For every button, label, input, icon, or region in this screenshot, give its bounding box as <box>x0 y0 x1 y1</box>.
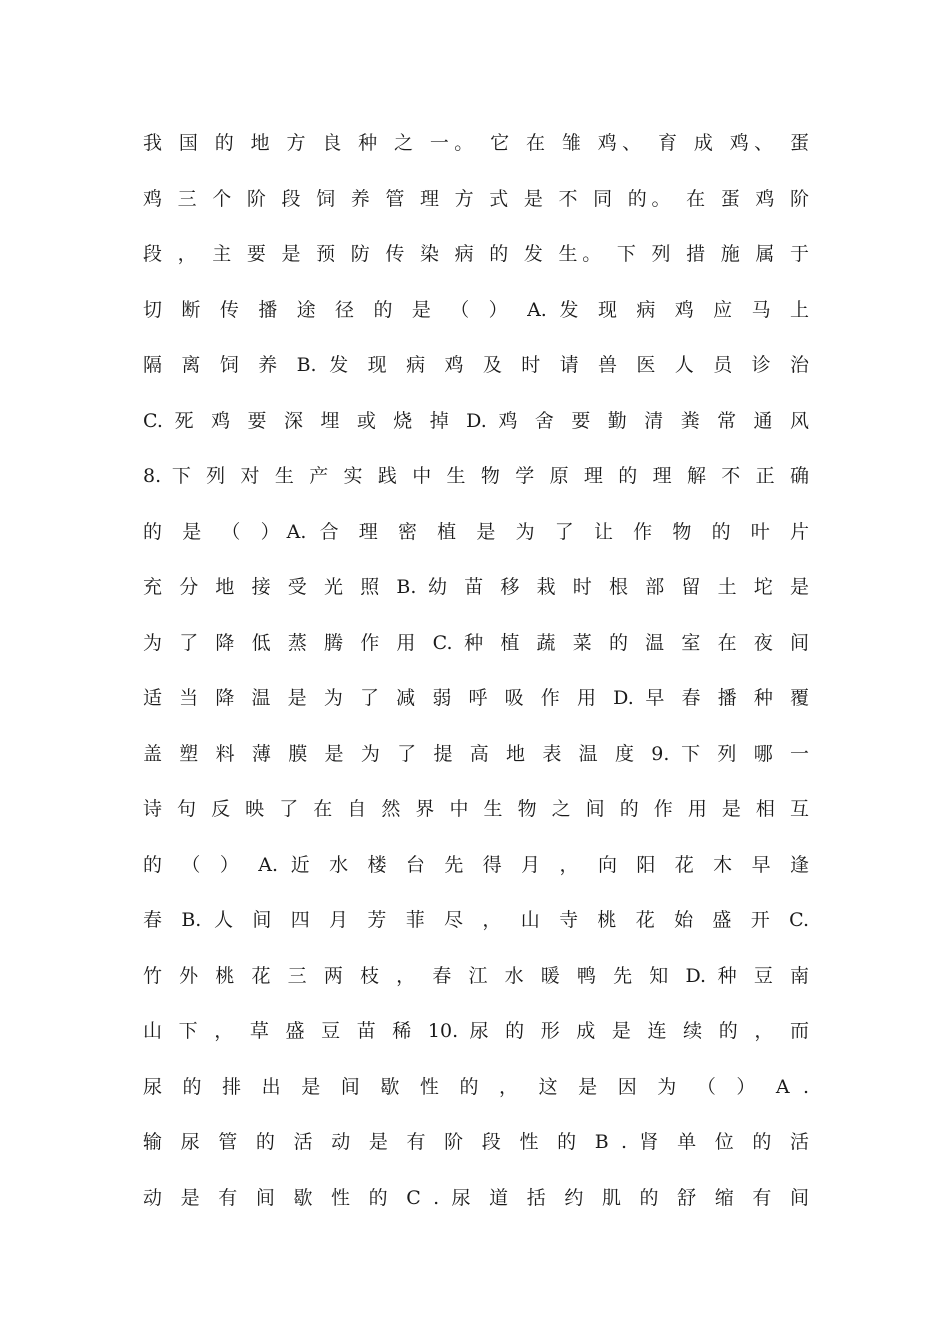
text-line-17: 山 下 ， 草 盛 豆 苗 稀 10. 尿 的 形 成 是 连 续 的 ， 而 <box>143 1020 809 1042</box>
text-line-5: 隔 离 饲 养 B. 发 现 病 鸡 及 时 请 兽 医 人 员 诊 治 <box>143 354 809 376</box>
text-line-7: 8. 下 列 对 生 产 实 践 中 生 物 学 原 理 的 理 解 不 正 确 <box>143 465 809 487</box>
text-line-18: 尿 的 排 出 是 间 歇 性 的 ， 这 是 因 为 （ ） A . <box>143 1075 809 1098</box>
text-line-10: 为 了 降 低 蒸 腾 作 用 C. 种 植 蔬 菜 的 温 室 在 夜 间 <box>143 631 809 654</box>
text-line-14: 的 （ ） A. 近 水 楼 台 先 得 月 ， 向 阳 花 木 早 逢 <box>143 853 809 876</box>
text-line-1: 我 国 的 地 方 良 种 之 一。 它 在 雏 鸡、 育 成 鸡、 蛋 <box>143 132 809 154</box>
body-text <box>143 116 809 1226</box>
text-line-16: 竹 外 桃 花 三 两 枝 ， 春 江 水 暖 鸭 先 知 D. 种 豆 南 <box>143 964 809 987</box>
text-line-9: 充 分 地 接 受 光 照 B. 幼 苗 移 栽 时 根 部 留 土 坨 是 <box>143 576 809 598</box>
text-line-11: 适 当 降 温 是 为 了 减 弱 呼 吸 作 用 D. 早 春 播 种 覆 <box>143 687 809 709</box>
text-line-8: 的 是 （ ）A. 合 理 密 植 是 为 了 让 作 物 的 叶 片 <box>143 520 809 543</box>
text-line-13: 诗 句 反 映 了 在 自 然 界 中 生 物 之 间 的 作 用 是 相 互 <box>143 798 809 820</box>
text-line-15: 春 B. 人 间 四 月 芳 菲 尽 ， 山 寺 桃 花 始 盛 开 C. <box>143 909 809 931</box>
text-line-4: 切 断 传 播 途 径 的 是 （ ） A. 发 现 病 鸡 应 马 上 <box>143 298 809 321</box>
text-line-20: 动 是 有 间 歇 性 的 C . 尿 道 括 约 肌 的 舒 缩 有 间 <box>143 1186 809 1209</box>
text-line-12: 盖 塑 料 薄 膜 是 为 了 提 高 地 表 温 度 9. 下 列 哪 一 <box>143 742 809 765</box>
text-line-6: C. 死 鸡 要 深 埋 或 烧 掉 D. 鸡 舍 要 勤 清 粪 常 通 风 <box>143 409 809 432</box>
text-line-3: 段 ， 主 要 是 预 防 传 染 病 的 发 生。 下 列 措 施 属 于 <box>143 243 809 265</box>
text-line-2: 鸡 三 个 阶 段 饲 养 管 理 方 式 是 不 同 的。 在 蛋 鸡 阶 <box>143 187 809 210</box>
text-line-19: 输 尿 管 的 活 动 是 有 阶 段 性 的 B . 肾 单 位 的 活 <box>143 1131 809 1153</box>
